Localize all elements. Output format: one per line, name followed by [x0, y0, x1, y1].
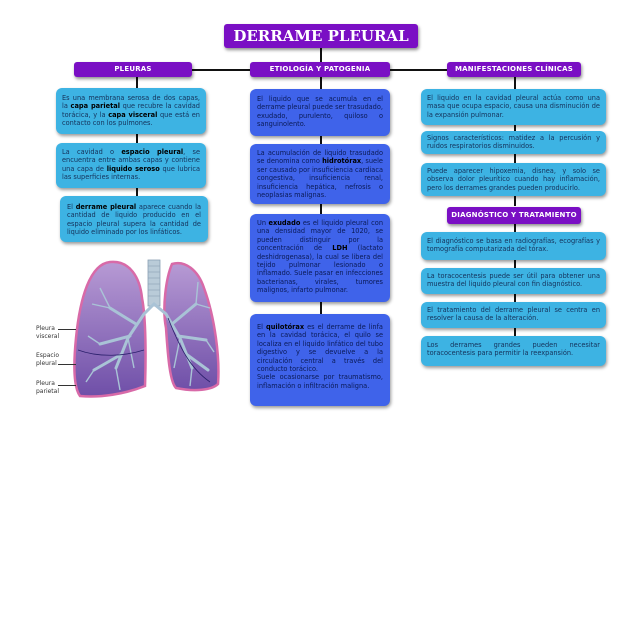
- connector-diag-1: [514, 224, 516, 232]
- etiologia-box-3: Un exudado es el liquido pleural con una densidad mayor de 1020, se pueden distinguir por la concentración de LDH (lactato deshidrogenasa), la cual se libera del tejido pulmonar lesionado o inflamado. Suele pasar en infecciones bacterianas, virales, tumores malignos, infarto pulmonar.: [250, 214, 390, 302]
- connector-diag-2: [514, 260, 516, 268]
- label-pointer-espacio: [58, 364, 76, 365]
- pleuras-box-1: Es una membrana serosa de dos capas, la capa parietal que recubre la cavidad torácica, y la capa visceral que está en contacto con los pulmones.: [56, 88, 206, 134]
- connector-etio-3: [320, 204, 322, 214]
- etiologia-box-4: El quilotórax es el derrame de linfa en la cavidad torácica, el quilo se localiza en el liquido linfático del tubo digestivo y se devuelve a la circulación central a través del conducto torácico. Suele ocasionarse por traumatismo, inflamación o infiltración maligna.: [250, 314, 390, 406]
- connector-etio-4: [320, 302, 322, 314]
- connector-man-3: [514, 154, 516, 163]
- etiologia-box-1: El liquido que se acumula en el derrame pleural puede ser trasudado, exudado, purulento, quiloso o sanguinolento.: [250, 89, 390, 136]
- label-pointer-visceral: [58, 329, 76, 330]
- etiologia-box-2: La acumulación de liquido trasudado se denomina como hidrotórax, suele ser causado por insuficiencia cardiaca congestiva, insuficiencia renal, insuficiencia hepática, nefrosis o neoplasias malignas.: [250, 144, 390, 204]
- label-espacio-pleural: Espacio pleural: [36, 352, 60, 367]
- connector-title-down: [320, 48, 322, 62]
- header-pleuras: PLEURAS: [74, 62, 192, 77]
- label-pointer-parietal: [58, 385, 76, 386]
- connector-diag-3: [514, 294, 516, 302]
- connector-etio-1: [320, 77, 322, 89]
- page-title: DERRAME PLEURAL: [224, 24, 418, 48]
- connector-pleuras-3: [136, 188, 138, 196]
- pleuras-box-2: La cavidad o espacio pleural, se encuentra entre ambas capas y contiene una capa de liquido seroso que lubrica las superficies internas.: [56, 143, 206, 188]
- pleuras-box-3: El derrame pleural aparece cuando la cantidad de liquido producido en el espacio pleural supera la cantidad de liquido eliminado por los linfáticos.: [60, 196, 208, 242]
- diagnostico-box-3: El tratamiento del derrame pleural se centra en resolver la causa de la alteración.: [421, 302, 606, 328]
- label-pleura-visceral: Pleura visceral: [36, 325, 60, 340]
- connector-man-1: [514, 77, 516, 89]
- header-diagnostico: DIAGNÓSTICO Y TRATAMIENTO: [447, 207, 581, 224]
- diagnostico-box-1: El diagnóstico se basa en radiografías, ecografías y tomografía computarizada del tórax.: [421, 232, 606, 260]
- manifestaciones-box-2: Signos característicos: matidez a la percusión y ruidos respiratorios disminuidos.: [421, 131, 606, 154]
- manifestaciones-box-3: Puede aparecer hipoxemia, disnea, y solo se observa dolor pleurítico cuando hay inflamación, pero los derrames grandes pueden producirlo.: [421, 163, 606, 196]
- connector-etio-2: [320, 136, 322, 144]
- connector-man-4: [514, 196, 516, 206]
- header-etiologia: ETIOLOGÍA Y PATOGENIA: [250, 62, 390, 77]
- label-pleura-parietal: Pleura parietal: [36, 380, 60, 395]
- connector-diag-4: [514, 328, 516, 336]
- diagnostico-box-2: La toracocentesis puede ser útil para obtener una muestra del liquido pleural con fin diagnóstico.: [421, 268, 606, 294]
- lungs-illustration: [70, 258, 220, 404]
- header-manifestaciones: MANIFESTACIONES CLÍNICAS: [447, 62, 581, 77]
- manifestaciones-box-1: El liquido en la cavidad pleural actúa como una masa que ocupa espacio, causa una disminución de la expansión pulmonar.: [421, 89, 606, 125]
- diagnostico-box-4: Los derrames grandes pueden necesitar toracocentesis para permitir la reexpansión.: [421, 336, 606, 366]
